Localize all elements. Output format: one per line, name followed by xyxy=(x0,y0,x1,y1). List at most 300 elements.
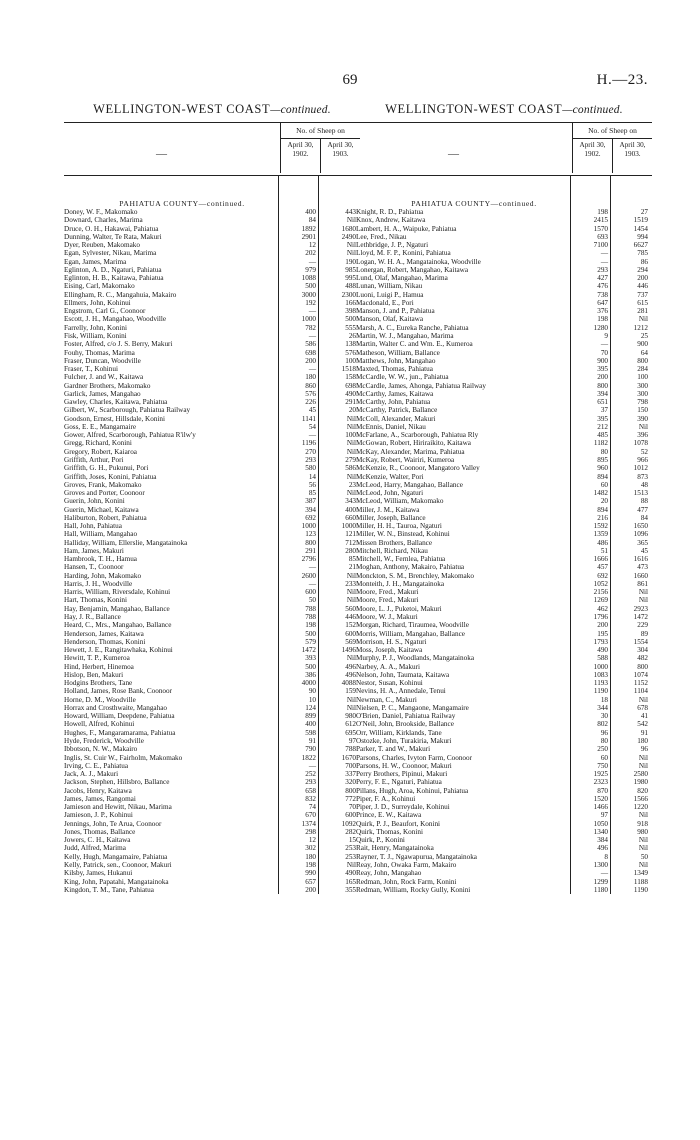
owner-name: Jacobs, Henry, Kaitawa xyxy=(64,786,132,795)
owner-name: Harris, William, Riversdale, Kohinui xyxy=(64,588,171,597)
sheep-1902: 216 xyxy=(597,513,608,522)
table-row xyxy=(356,258,652,266)
sheep-1902: 738 xyxy=(597,290,608,299)
table-row xyxy=(64,473,360,481)
table-row xyxy=(356,406,652,414)
sheep-1902: — xyxy=(600,257,608,266)
sheep-1902: 788 xyxy=(305,604,316,613)
owner-name: Griffith, G. H., Pukunui, Pori xyxy=(64,464,149,473)
sheep-1903: 1104 xyxy=(633,687,648,696)
owner-name: King, John, Papatahi, Mangatainoka xyxy=(64,877,169,886)
table-row xyxy=(356,456,652,464)
sheep-1903: 282 xyxy=(345,827,356,836)
sheep-1902: 376 xyxy=(597,307,608,316)
owner-name: McCardle, James, Ahonga, Pahiatua Railway xyxy=(356,381,486,390)
table-row xyxy=(356,638,652,646)
table-row xyxy=(64,415,360,423)
owner-name: Hall, William, Mangahao xyxy=(64,530,138,539)
table-row xyxy=(64,572,360,580)
table-row xyxy=(64,638,360,646)
sheep-1902: 490 xyxy=(597,646,608,655)
sheep-1902: 1000 xyxy=(301,315,316,324)
owner-name: Ham, James, Makuri xyxy=(64,546,124,555)
sheep-1902: — xyxy=(308,257,316,266)
sheep-1902: 250 xyxy=(597,745,608,754)
sheep-1902: 476 xyxy=(597,282,608,291)
sheep-1903: 233 xyxy=(345,579,356,588)
owner-name: Jamieson, J. P., Kohinui xyxy=(64,811,133,820)
sheep-1903: 443 xyxy=(345,208,356,216)
table-row xyxy=(64,795,360,803)
sheep-1903: 84 xyxy=(640,513,648,522)
table-row xyxy=(64,720,360,728)
sheep-1902: 457 xyxy=(597,563,608,572)
table-row xyxy=(64,712,360,720)
table-row xyxy=(356,704,652,712)
table-row xyxy=(64,456,360,464)
sheep-1903: 2580 xyxy=(633,770,648,779)
sheep-1902: 1182 xyxy=(593,439,608,448)
owner-name: Luoni, Luigi P., Hamua xyxy=(356,290,424,299)
table-row xyxy=(64,299,360,307)
sheep-1902: 1570 xyxy=(593,224,608,233)
sheep-1902: 200 xyxy=(305,356,316,365)
sheep-1902: 30 xyxy=(600,712,608,721)
sheep-1902: 123 xyxy=(305,530,316,539)
sheep-1903: 200 xyxy=(637,274,648,283)
owner-name: Eglinton, H. B., Kaitawa, Pahiatua xyxy=(64,274,164,283)
table-row xyxy=(64,704,360,712)
owner-name: McCardle, W. W., jun., Pahiatua xyxy=(356,373,449,382)
sheep-1902: 647 xyxy=(597,298,608,307)
sheep-1902: 180 xyxy=(305,373,316,382)
table-row xyxy=(64,861,360,869)
sheep-1902: 899 xyxy=(305,712,316,721)
sheep-1903: 337 xyxy=(345,770,356,779)
owner-name: Lloyd, M. F. P., Konini, Pahiatua xyxy=(356,249,451,258)
sheep-1903: 477 xyxy=(637,505,648,514)
owner-name: Reay, John, Mangahao xyxy=(356,869,422,878)
sheep-1903: 27 xyxy=(640,208,648,216)
sheep-1903: Nil xyxy=(638,761,648,770)
sheep-1903: 698 xyxy=(345,381,356,390)
sheep-1903: 1012 xyxy=(633,464,648,473)
owner-name: Perry Brothers, Pipinui, Makuri xyxy=(356,770,448,779)
table-row xyxy=(356,811,652,819)
sheep-1902: 45 xyxy=(308,406,316,415)
sheep-1902: 1088 xyxy=(301,274,316,283)
column-heading xyxy=(64,102,360,120)
table-row xyxy=(64,836,360,844)
sheep-1902: 1300 xyxy=(593,860,608,869)
table-row xyxy=(356,803,652,811)
table-header xyxy=(64,122,360,176)
owner-name: O'Brien, Daniel, Pahiatua Railway xyxy=(356,712,456,721)
table-row xyxy=(64,580,360,588)
owner-name: Hind, Herbert, Hinemoa xyxy=(64,662,134,671)
sheep-1902: 395 xyxy=(597,414,608,423)
owner-name: Moore, Fred., Makuri xyxy=(356,588,419,597)
owner-name: Lonergan, Robert, Mangahao, Kaitawa xyxy=(356,265,469,274)
sheep-1902: 860 xyxy=(305,381,316,390)
owner-name: Redman, John, Rock Farm, Konini xyxy=(356,877,457,886)
sheep-1902: 384 xyxy=(597,836,608,845)
owner-name: Moore, W. J., Makuri xyxy=(356,613,418,622)
owner-name: Nielsen, P. C., Mangaone, Mangamaire xyxy=(356,703,469,712)
sheep-1902: 1925 xyxy=(593,770,608,779)
owner-name: Goodson, Ernest, Hillsdale, Konini xyxy=(64,414,166,423)
sheep-1902: 894 xyxy=(597,505,608,514)
table-row xyxy=(356,720,652,728)
owner-name: Moghan, Anthony, Makairo, Pahiatua xyxy=(356,563,465,572)
owner-name: Manson, Olaf, Kaitawa xyxy=(356,315,424,324)
table-row xyxy=(64,349,360,357)
owner-name: Reay, John, Owaka Farm, Makairo xyxy=(356,860,457,869)
table-row xyxy=(356,588,652,596)
owner-name: Miller, J. M., Kaitawa xyxy=(356,505,420,514)
table-row xyxy=(64,853,360,861)
sheep-1903: 294 xyxy=(637,265,648,274)
sheep-1902: 692 xyxy=(305,513,316,522)
owner-name: Foster, Alfred, c/o J. S. Berry, Makuri xyxy=(64,340,173,349)
sheep-1902: 486 xyxy=(597,538,608,547)
table-row xyxy=(64,225,360,233)
year-1903-header: April 30, 1903. xyxy=(612,138,652,173)
sheep-1902: 1822 xyxy=(301,753,316,762)
owner-name: Kilsby, James, Hukanui xyxy=(64,869,133,878)
table-row xyxy=(356,241,652,249)
sheep-1903: 85 xyxy=(348,555,356,564)
sheep-1902: 50 xyxy=(308,596,316,605)
owner-name: Hart, Thomas, Konini xyxy=(64,596,127,605)
sheep-1903: 555 xyxy=(345,323,356,332)
sheep-1903: 1472 xyxy=(633,613,648,622)
table-row xyxy=(64,679,360,687)
table-row xyxy=(64,216,360,224)
sheep-1902: 400 xyxy=(305,720,316,729)
table-row xyxy=(64,605,360,613)
sheep-1903: 1518 xyxy=(341,365,356,374)
table-row xyxy=(356,679,652,687)
sheep-1902: 7100 xyxy=(593,241,608,250)
sheep-1903: 560 xyxy=(345,604,356,613)
sheep-1903: 482 xyxy=(637,654,648,663)
sheep-1903: 253 xyxy=(345,852,356,861)
sheep-1903: 280 xyxy=(345,546,356,555)
owner-name: Harding, John, Makomako xyxy=(64,571,142,580)
sheep-1902: 500 xyxy=(305,282,316,291)
table-row xyxy=(356,291,652,299)
year-1903-header: April 30, 1903. xyxy=(320,138,360,173)
sheep-1903: 488 xyxy=(345,282,356,291)
table-row xyxy=(64,820,360,828)
owner-list xyxy=(64,208,360,894)
owner-name: McKay, Alexander, Marima, Pahiatua xyxy=(356,447,465,456)
sheep-1903: 300 xyxy=(637,381,648,390)
owner-name: Logan, W. H. A., Mangatainoka, Woodville xyxy=(356,257,481,266)
owner-name: Prince, E. W., Kaitawa xyxy=(356,811,422,820)
page-number: 69 xyxy=(342,72,358,88)
table-row xyxy=(64,233,360,241)
sheep-1903: 21 xyxy=(348,563,356,572)
sheep-1902: 1052 xyxy=(593,579,608,588)
sheep-1902: 91 xyxy=(308,737,316,745)
sheep-1902: 1280 xyxy=(593,323,608,332)
sheep-1902: 500 xyxy=(305,629,316,638)
owner-name: Eglinton, A. D., Ngaturi, Pahiatua xyxy=(64,265,162,274)
sheep-1903: 490 xyxy=(345,389,356,398)
owner-name: Howell, Alfred, Kohinui xyxy=(64,720,135,729)
sheep-1903: 490 xyxy=(345,869,356,878)
sheep-1902: 14 xyxy=(308,472,316,481)
owner-name: Kelly, Patrick, sen., Coonoor, Makuri xyxy=(64,860,172,869)
sheep-1903: 100 xyxy=(345,431,356,440)
sheep-1902: 895 xyxy=(597,455,608,464)
sheep-1903: 390 xyxy=(637,414,648,423)
table-row xyxy=(64,208,360,216)
owner-name: Fraser, T., Kohinui xyxy=(64,365,118,374)
table-row xyxy=(64,803,360,811)
table-row xyxy=(356,464,652,472)
owner-name: Gower, Alfred, Scarborough, Pahiatua R'ilw'y xyxy=(64,431,196,440)
table-row xyxy=(356,473,652,481)
sheep-1903: Nil xyxy=(346,422,356,431)
owner-name: McEnnis, Daniel, Nikau xyxy=(356,422,426,431)
owner-name: Griffith, Arthur, Pori xyxy=(64,455,124,464)
owner-name: Ellingham, R. C., Mangahuia, Makairo xyxy=(64,290,177,299)
sheep-1903: 496 xyxy=(345,670,356,679)
sheep-1902: 51 xyxy=(600,546,608,555)
sheep-1903: 159 xyxy=(345,687,356,696)
owner-name: Lethbridge, J. P., Ngaturi xyxy=(356,241,429,250)
table-row xyxy=(356,712,652,720)
sheep-1903: 737 xyxy=(637,290,648,299)
sheep-1903: 995 xyxy=(345,274,356,283)
sheep-1903: 918 xyxy=(637,819,648,828)
sheep-1902: 54 xyxy=(308,422,316,431)
sheep-1903: 1000 xyxy=(341,522,356,531)
table-row xyxy=(356,787,652,795)
sheep-1903: 279 xyxy=(345,455,356,464)
owner-name: Gregg, Richard, Konini xyxy=(64,439,132,448)
owner-name: Ibbotson, N. W., Makairo xyxy=(64,745,138,754)
sheep-1902: 692 xyxy=(597,571,608,580)
sheep-1902: 8 xyxy=(604,852,608,861)
table-row xyxy=(64,811,360,819)
sheep-1903: 26 xyxy=(348,331,356,340)
owner-name: Jack, A. J., Makuri xyxy=(64,770,119,779)
sheep-1903: 343 xyxy=(345,497,356,506)
sheep-1902: 1796 xyxy=(593,613,608,622)
sheep-1902: 195 xyxy=(597,629,608,638)
column-heading xyxy=(356,102,652,120)
owner-name: Hughes, F., Mangaramarama, Pahiatua xyxy=(64,728,176,737)
sheep-1903: 1660 xyxy=(633,571,648,580)
sheep-1902: 1180 xyxy=(593,885,608,894)
owner-name: Maxted, Thomas, Pahiatua xyxy=(356,365,433,374)
owner-name: Engstrom, Carl G., Coonoor xyxy=(64,307,146,316)
owner-name: Eising, Carl, Makomako xyxy=(64,282,135,291)
left-column xyxy=(64,102,360,894)
owner-name: Fulcher, J. and W., Kaitawa xyxy=(64,373,144,382)
table-row xyxy=(64,663,360,671)
sheep-1902: 97 xyxy=(600,811,608,820)
sheep-1903: 121 xyxy=(345,530,356,539)
table-row xyxy=(64,844,360,852)
sheep-1902: — xyxy=(308,579,316,588)
owner-name: Piper, J. D., Surreydale, Kohinui xyxy=(356,803,450,812)
sheep-1902: 200 xyxy=(597,621,608,630)
table-row xyxy=(64,423,360,431)
table-row xyxy=(356,820,652,828)
sheep-1902: 2415 xyxy=(593,216,608,225)
sheep-1902: 302 xyxy=(305,844,316,853)
table-row xyxy=(64,291,360,299)
owner-name: Henderson, James, Kaitawa xyxy=(64,629,144,638)
sheep-1903: 398 xyxy=(345,307,356,316)
sheep-1903: Nil xyxy=(346,216,356,225)
sheep-1902: 658 xyxy=(305,786,316,795)
owner-name: Jennings, John, Te Arua, Coonoor xyxy=(64,819,162,828)
table-row xyxy=(64,514,360,522)
table-row xyxy=(356,754,652,762)
table-row xyxy=(356,547,652,555)
table-row xyxy=(356,332,652,340)
sheep-1902: 979 xyxy=(305,265,316,274)
sheep-1903: 615 xyxy=(637,298,648,307)
sheep-1902: 1193 xyxy=(593,679,608,688)
sheep-1902: — xyxy=(600,340,608,349)
sheep-1902: 1359 xyxy=(593,530,608,539)
owner-name: Piper, F. A., Kohinui xyxy=(356,794,416,803)
table-row xyxy=(64,762,360,770)
sheep-1902: 37 xyxy=(600,406,608,415)
table-row xyxy=(356,530,652,538)
sheep-1902: 600 xyxy=(305,588,316,597)
owner-name: Perry, F. E., Ngaturi, Pahiatua xyxy=(356,778,442,787)
table-row xyxy=(356,481,652,489)
owner-name: Horne, D. M., Woodville xyxy=(64,695,136,704)
sheep-1902: 212 xyxy=(597,422,608,431)
sheep-1903: 678 xyxy=(637,703,648,712)
sheep-1902: 2901 xyxy=(301,232,316,241)
owner-name: McKay, Robert, Wairiri, Kumeroa xyxy=(356,455,455,464)
owner-name: Groves, Frank, Makomako xyxy=(64,480,142,489)
table-row xyxy=(64,241,360,249)
table-row xyxy=(356,307,652,315)
region-title: WELLINGTON-WEST COAST xyxy=(385,102,563,116)
table-row xyxy=(64,745,360,753)
owner-name: Doney, W. F., Makomako xyxy=(64,208,138,216)
sheep-1903: Nil xyxy=(346,588,356,597)
owner-name: Morgan, Richard, Tiraumea, Woodville xyxy=(356,621,469,630)
sheep-1902: — xyxy=(308,331,316,340)
owner-name: Groves and Porter, Coonoor xyxy=(64,489,145,498)
table-row xyxy=(64,332,360,340)
sheep-1902: 1472 xyxy=(301,646,316,655)
table-row xyxy=(356,282,652,290)
sheep-1902: — xyxy=(308,365,316,374)
sheep-1902: 1050 xyxy=(593,819,608,828)
owner-name: Parker, T. and W., Makuri xyxy=(356,745,431,754)
owner-name: Hansen, T., Coonoor xyxy=(64,563,124,572)
owner-name: Guerin, John, Konini xyxy=(64,497,125,506)
sheep-1902: 657 xyxy=(305,877,316,886)
table-row xyxy=(64,530,360,538)
sheep-1902: 1000 xyxy=(593,662,608,671)
sheep-count-header: No. of Sheep on xyxy=(572,123,652,139)
owner-name: Hislop, Ben, Makuri xyxy=(64,670,124,679)
owner-name: Martin, Walter C. and Wm. E., Kumeroa xyxy=(356,340,473,349)
table-row xyxy=(356,324,652,332)
sheep-1903: 2300 xyxy=(341,290,356,299)
continued-label: —continued. xyxy=(562,104,623,116)
owner-name: Lund, Olaf, Mangahao, Marima xyxy=(356,274,448,283)
table-row xyxy=(356,778,652,786)
owner-name: Moore, L. J., Puketoi, Makuri xyxy=(356,604,442,613)
owner-name: McKenzie, R., Coonoor, Mangatoro Valley xyxy=(356,464,480,473)
county-subheading: PAHIATUA COUNTY—continued. xyxy=(119,199,245,208)
sheep-1902: 202 xyxy=(305,249,316,258)
table-row xyxy=(64,596,360,604)
sheep-1902: 2600 xyxy=(301,571,316,580)
sheep-1902: 293 xyxy=(597,265,608,274)
sheep-1902: 198 xyxy=(597,315,608,324)
sheep-1902: 579 xyxy=(305,637,316,646)
owner-name: Druce, O. H., Hakawai, Pahiatua xyxy=(64,224,159,233)
sheep-1902: 750 xyxy=(597,761,608,770)
owner-name: Martin, W. J., Mangahao, Marima xyxy=(356,331,454,340)
owner-name: Horrax and Crosthwaite, Mangahao xyxy=(64,703,167,712)
owner-name: Hyde, Frederick, Woodville xyxy=(64,737,144,745)
sheep-1902: 395 xyxy=(597,365,608,374)
sheep-1903: 52 xyxy=(640,447,648,456)
sheep-1903: Nil xyxy=(346,860,356,869)
sheep-1902: 782 xyxy=(305,323,316,332)
sheep-1903: 281 xyxy=(637,307,648,316)
sheep-1902: 293 xyxy=(305,455,316,464)
sheep-1902: 990 xyxy=(305,869,316,878)
owner-name: Hay, Benjamin, Mangahao, Ballance xyxy=(64,604,170,613)
sheep-1903: 1616 xyxy=(633,555,648,564)
table-row xyxy=(64,489,360,497)
sheep-1903: 64 xyxy=(640,348,648,357)
table-row xyxy=(356,522,652,530)
owner-name: Knox, Andrew, Kaitawa xyxy=(356,216,426,225)
sheep-1903: 23 xyxy=(348,480,356,489)
sheep-1903: 873 xyxy=(637,472,648,481)
sheep-1902: 3000 xyxy=(301,290,316,299)
sheep-1903: Nil xyxy=(638,860,648,869)
table-row xyxy=(64,357,360,365)
owner-name: Ostozke, John, Turakiria, Makuri xyxy=(356,737,452,745)
table-row xyxy=(356,630,652,638)
table-row xyxy=(64,481,360,489)
sheep-1903: 660 xyxy=(345,513,356,522)
owner-name: McLeod, John, Ngaturi xyxy=(356,489,424,498)
sheep-1902: 1793 xyxy=(593,637,608,646)
sheep-1903: 1650 xyxy=(633,522,648,531)
table-row xyxy=(64,497,360,505)
sheep-1903: 473 xyxy=(637,563,648,572)
sheep-1903: 1513 xyxy=(633,489,648,498)
table-row xyxy=(64,828,360,836)
owner-name: Newman, C., Makuri xyxy=(356,695,417,704)
table-row xyxy=(64,522,360,530)
sheep-1902: 588 xyxy=(597,654,608,663)
owner-name: Morrison, H. S., Ngaturi xyxy=(356,637,427,646)
sheep-1903: 900 xyxy=(637,340,648,349)
